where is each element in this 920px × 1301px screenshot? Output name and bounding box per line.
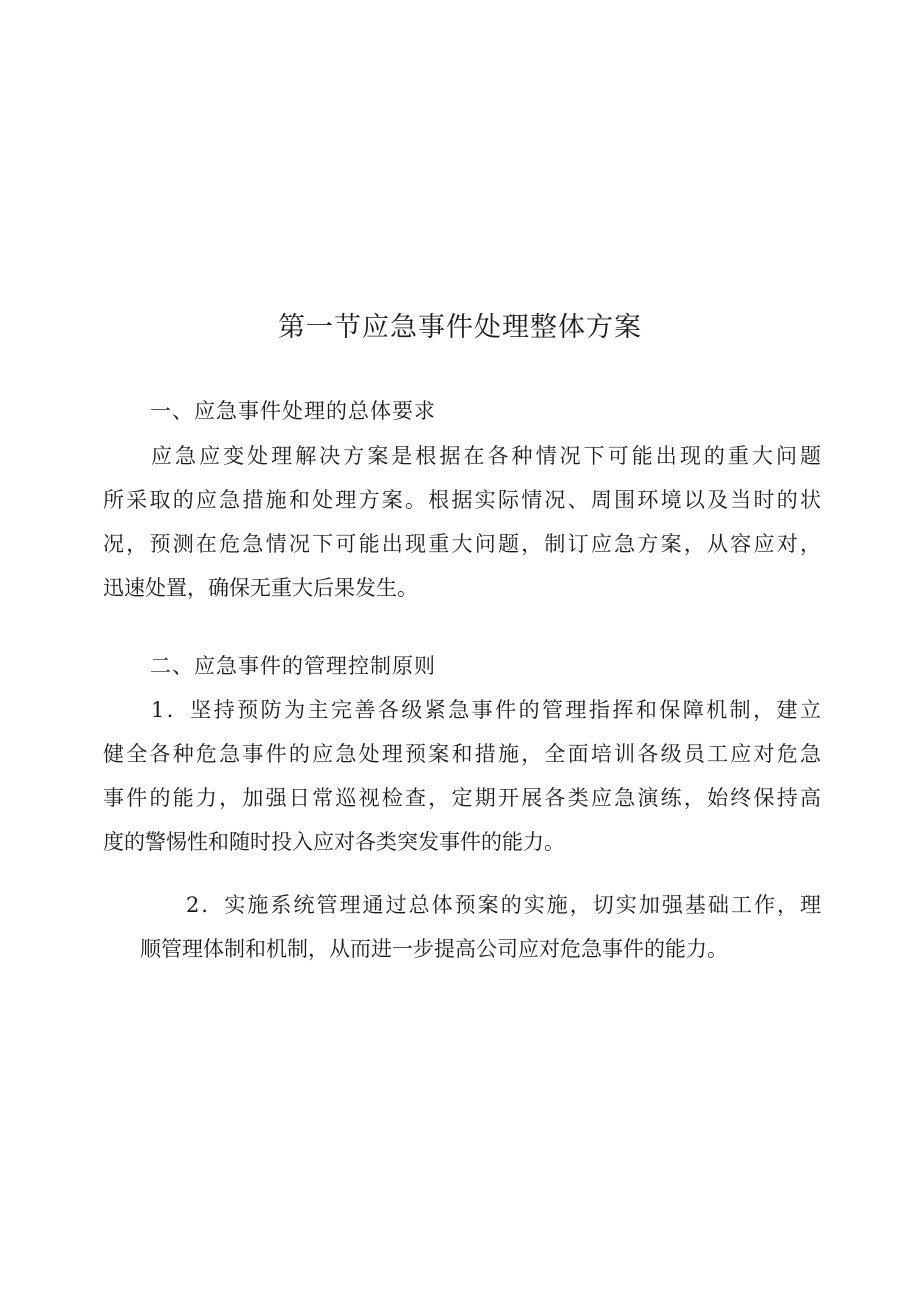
section-1-heading: 一、应急事件处理的总体要求 [150,399,436,423]
paragraph-line: 1．坚持预防为主完善各级紧急事件的管理指挥和保障机制，建立 [151,698,821,722]
paragraph-line: 迅速处置，确保无重大后果发生。 [103,576,418,600]
section-2-heading: 二、应急事件的管理控制原则 [150,654,436,678]
section-1-paragraph [103,434,821,610]
paragraph-line: 顺管理体制和机制，从而进一步提高公司应对危急事件的能力。 [140,937,728,961]
document-title: 第一节应急事件处理整体方案 [278,312,642,343]
paragraph-line: 2．实施系统管理通过总体预案的实施，切实加强基础工作，理 [186,893,821,917]
paragraph-line: 健全各种危急事件的应急处理预案和措施，全面培训各级员工应对危急 [103,742,821,766]
paragraph-line: 事件的能力，加强日常巡视检查，定期开展各类应急演练，始终保持高 [103,786,821,810]
paragraph-line: 况，预测在危急情况下可能出现重大问题，制订应急方案，从容应对， [103,532,821,556]
paragraph-line: 应急应变处理解决方案是根据在各种情况下可能出现的重大问题 [151,444,821,468]
paragraph-line: 所采取的应急措施和处理方案。根据实际情况、周围环境以及当时的状 [103,488,821,512]
paragraph-line: 度的警惕性和随时投入应对各类突发事件的能力。 [103,830,565,854]
section-2-item-1 [103,688,821,864]
section-2-item-2 [140,883,821,971]
